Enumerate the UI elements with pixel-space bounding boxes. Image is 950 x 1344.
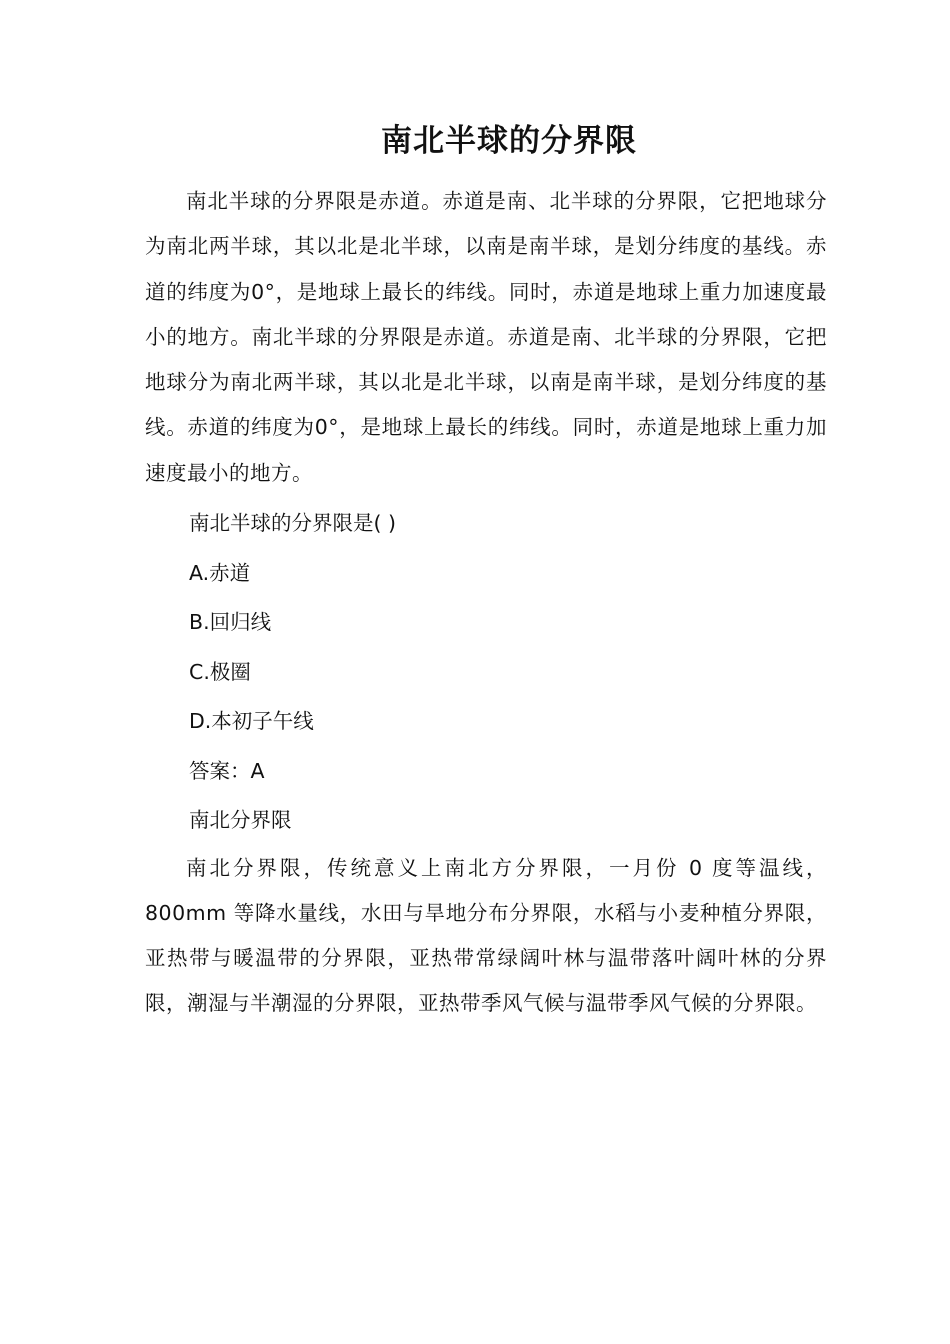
option-b: B.回归线 [189,610,272,635]
section-heading: 南北分界限 [189,808,292,833]
document-title: 南北半球的分界限 [381,123,637,159]
option-a: A.赤道 [189,560,251,585]
document-body [145,179,827,1027]
option-d: D.本初子午线 [189,709,314,734]
question-text: 南北半球的分界限是( ) [189,511,397,536]
answer-text: 答案：A [189,758,265,783]
section-paragraph: 南北分界限，传统意义上南北方分界限，一月份 0 度等温线，800mm 等降水量线，水田与旱地分布分界限，水稻与小麦种植分界限，亚热带与暖温带的分界限，亚热带常绿阔叶林与温带落叶阔叶林的分界限，潮湿与半潮湿的分界限，亚热带季风气候与温带季风气候的分界限。 [145,855,827,1016]
option-c: C.极圈 [189,659,251,684]
intro-paragraph: 南北半球的分界限是赤道。赤道是南、北半球的分界限，它把地球分为南北两半球，其以北是北半球，以南是南半球，是划分纬度的基线。赤道的纬度为0°，是地球上最长的纬线。同时，赤道是地球上重力加速度最小的地方。南北半球的分界限是赤道。赤道是南、北半球的分界限，它把地球分为南北两半球，其以北是北半球，以南是南半球，是划分纬度的基线。赤道的纬度为0°，是地球上最长的纬线。同时，赤道是地球上重力加速度最小的地方。 [145,189,827,485]
